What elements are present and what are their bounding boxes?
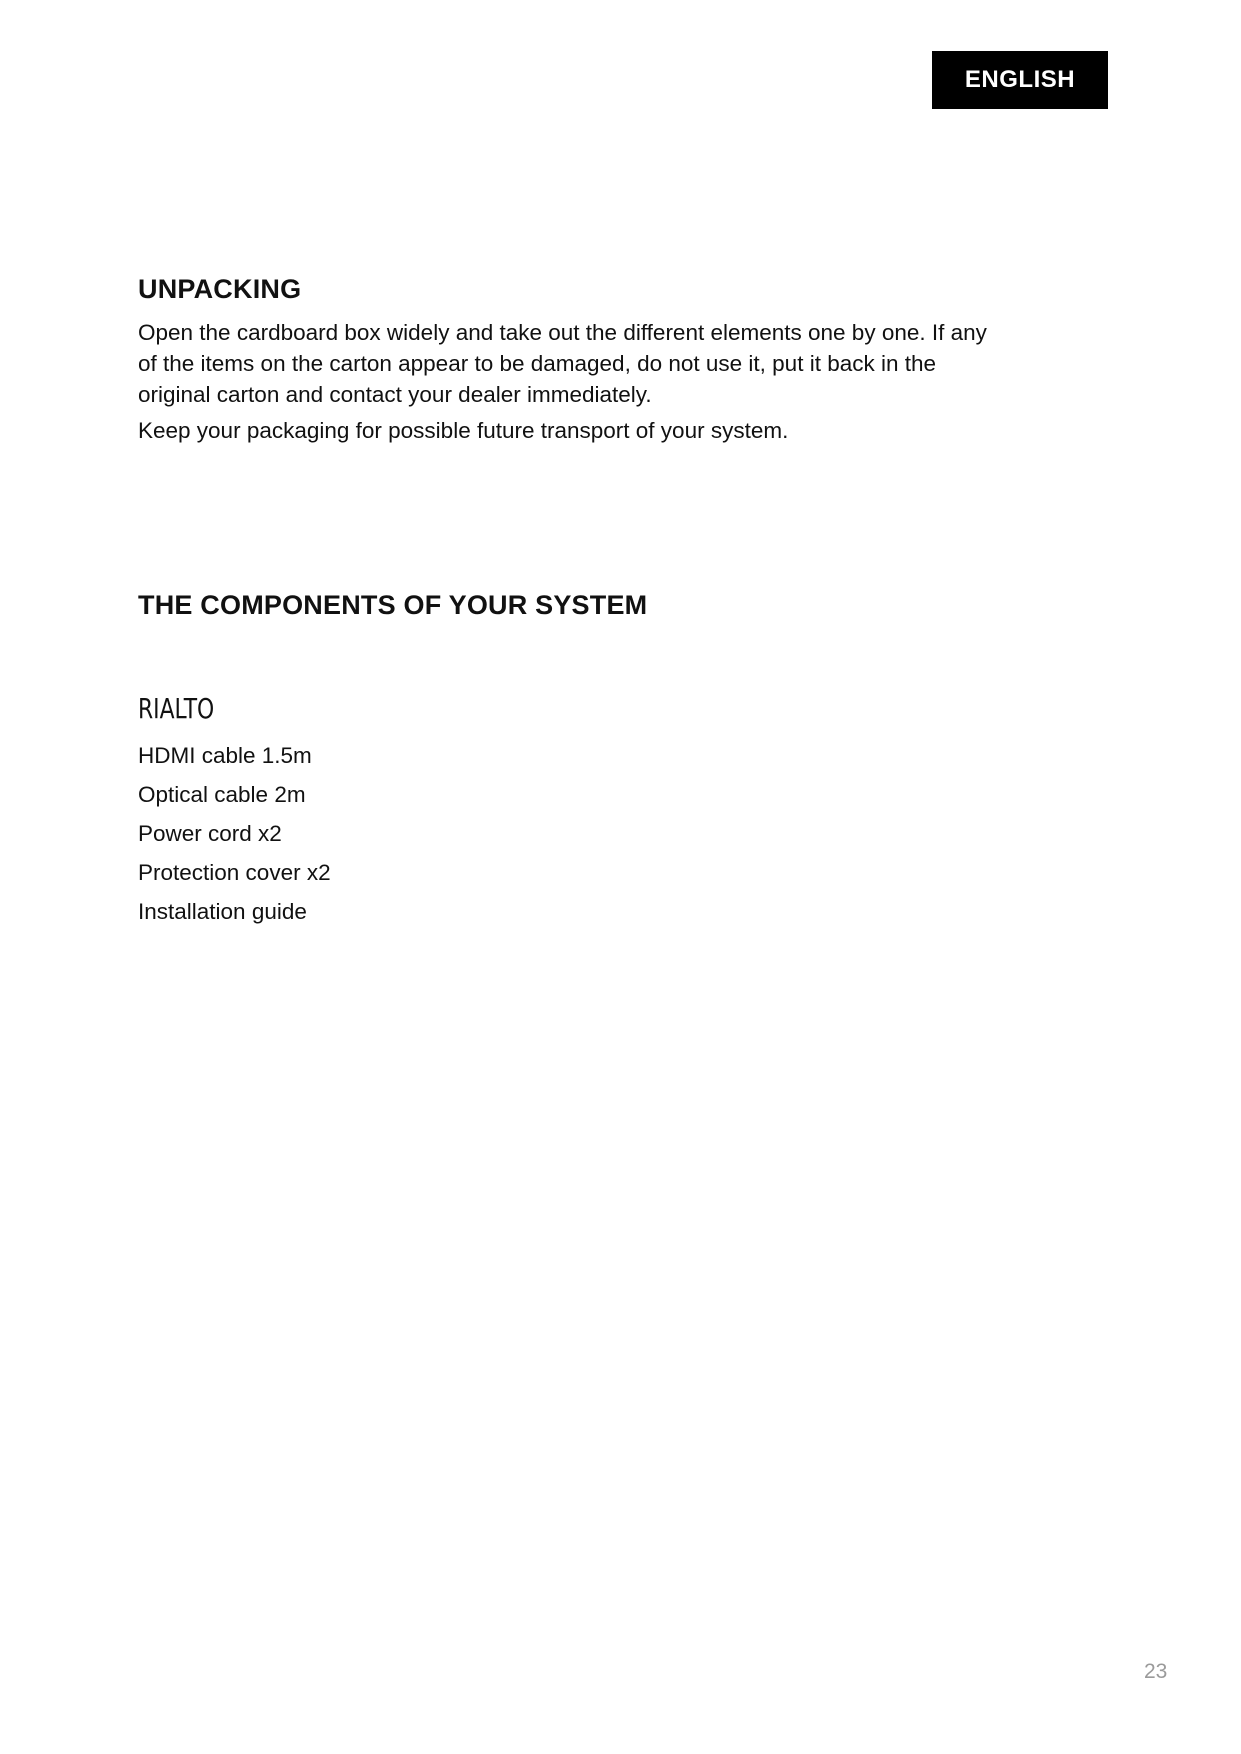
- product-name: RIALTO: [138, 692, 215, 725]
- language-badge: ENGLISH: [932, 51, 1108, 109]
- components-heading: THE COMPONENTS OF YOUR SYSTEM: [138, 590, 648, 620]
- unpacking-instructions: Open the cardboard box widely and take out the different elements one by one. If any of the items on the carton appear to be damaged, do not use it, put it back in the original carton and contact your dealer immediately.: [138, 320, 987, 407]
- component-item: Optical cable 2m: [138, 782, 306, 807]
- component-item: Power cord x2: [138, 821, 282, 846]
- unpacking-heading: UNPACKING: [138, 274, 302, 304]
- component-item: Protection cover x2: [138, 860, 331, 885]
- page-number: 23: [1144, 1660, 1168, 1683]
- components-list: [138, 736, 331, 931]
- packaging-note: Keep your packaging for possible future transport of your system.: [138, 418, 789, 443]
- component-item: HDMI cable 1.5m: [138, 743, 312, 768]
- component-item: Installation guide: [138, 899, 307, 924]
